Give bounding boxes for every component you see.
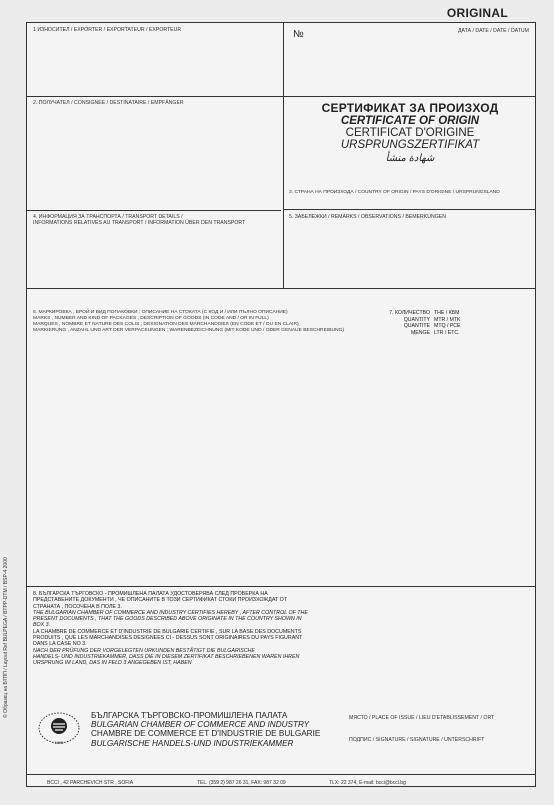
footer-tlx: TLX: 22 374, E-mail: bcci@bcci.bg — [329, 780, 406, 786]
chamber-name-bg: БЪЛГАРСКА ТЪРГОВСКО-ПРОМИШЛЕНА ПАЛАТА — [91, 711, 288, 720]
certificate-form — [26, 22, 536, 787]
chamber-name-en: BULGARIAN CHAMBER OF COMMERCE AND INDUSTRY — [91, 720, 310, 730]
side-print-note: © Образец на БТПП / Layout Ref BULPEGA / BTPP-DTM / BSP-4 2000 — [3, 557, 9, 718]
declaration-line: СТРАНАТА , ПОСОЧЕНА В ПОЛЕ 3. — [33, 603, 122, 610]
signature-field[interactable] — [349, 745, 529, 771]
transport-label — [33, 214, 245, 226]
country-of-origin-label: 3. СТРАНА НА ПРОИЗХОДА / COUNTRY OF ORIGIN / PAYS D'ORIGINE / URSPRUNGSLAND — [289, 190, 500, 195]
declaration-line: URSPRUNG IM LAND, DAS IN FELD 3 ANGEGEBEN IST, HABEN — [33, 660, 192, 667]
chamber-name — [91, 711, 320, 748]
chamber-declaration — [33, 591, 333, 667]
declaration-line: NACH DER PRÜFUNG DER VORGELEGTEN URKUNDEN BESTÄTIGT DIE BULGARISCHE — [33, 647, 255, 654]
divider-box3 — [283, 209, 535, 210]
consignee-label: 2. ПОЛУЧАТЕЛ / CONSIGNEE / DESTINATAIRE / EMPFÄNGER — [33, 100, 184, 106]
original-mark: ORIGINAL — [446, 6, 508, 20]
declaration-line: ПРЕДСТАВЕНИТЕ ДОКУМЕНТИ , ЧЕ ОПИСАНИТЕ В ТОЗИ СЕРТИФИКАТ СТОКИ ПРОИЗХОЖДАТ ОТ — [33, 597, 288, 604]
title-en: CERTIFICATE OF ORIGIN — [340, 115, 480, 127]
declaration-line: DANS LA CASE NO 3. — [33, 641, 87, 648]
place-of-issue-field[interactable] — [349, 723, 529, 733]
quantity-row: 7. КОЛИЧЕСТВО ТНЕ / КБМ — [389, 310, 460, 316]
title-fr: CERTIFICAT D'ORIGINE — [345, 127, 475, 139]
declaration-line: PRESENT DOCUMENTS , THAT THE GOODS DESCRIBED ABOVE ORIGINATE IN THE COUNTRY SHOWN IN — [33, 616, 302, 623]
goods-label-line1: 6. МАРКИРОВКА , БРОЙ И ВИД ПОПАКОВКИ ; ОПИСАНИЕ НА СТОКАТА (С КОД И / ИЛИ ПЪЛНО ОПИСАНИЕ) — [33, 310, 288, 315]
declaration-line: THE BULGARIAN CHAMBER OF COMMERCE AND INDUSTRY CERTIFIES HEREBY , AFTER CONTROL OF THE — [33, 609, 308, 616]
goods-label-line3: MARQUES , NOMBRE ET NATURE DES COLIS ; DESIGNATION DES MARCHANDISES (EN CODE ET / OU EN CLAIR) — [33, 322, 299, 327]
remarks-label: 5. ЗАБЕЛЕЖКИ / REMARKS / OBSERVATIONS / BEMERKUNGEN — [289, 214, 446, 220]
place-of-issue-label: МЯСТО / PLACE OF ISSUE / LIEU D'ETABLISSEMENT / ORT — [349, 715, 495, 721]
footer-address: BCCI , 42 PARCHEVICH STR , SOFIA — [47, 780, 134, 786]
logo-year: 1895 — [54, 740, 64, 745]
declaration-line: BOX 3. — [33, 622, 51, 629]
divider-2 — [27, 210, 281, 211]
bcci-logo-icon — [35, 710, 83, 748]
certificate-number-symbol: № — [293, 29, 304, 40]
footer-tel: TEL. (359 2) 987 26 31, FAX: 987 32 09 — [197, 780, 286, 786]
divider-4 — [27, 586, 535, 587]
declaration-line: 8. БЪЛГАРСКА ТЪРГОВСКО - ПРОМИШЛЕНА ПАЛАТА УДОСТОВЕРЯВА СЛЕД ПРОВЕРКА НА — [33, 591, 268, 597]
transport-label-line2: INFORMATIONS RELATIVES AU TRANSPORT / INFORMATION ÜBER DEN TRANSPORT — [33, 220, 246, 227]
transport-field[interactable] — [29, 229, 279, 285]
declaration-line: HANDELS- UND INDUSTRIEKAMMER, DASS DIE IN DIESEM ZERTIFIKAT BESCHRIEBENEN WAREN IHREN — [33, 653, 300, 660]
signature-label: ПОДПИС / SIGNATURE / SIGNATURE / UNTERSCHRIFT — [349, 737, 485, 743]
exporter-label: 1 ИЗНОСИТЕЛ / EXPORTER / EXPORTATEUR / EXPORTEUR — [33, 27, 182, 33]
title-de: URSPRUNGSZERTIFIKAT — [340, 139, 480, 151]
goods-label-line2: MARKS , NUMBER AND KIND OF PACKAGES ; DESCRIPTION OF GOODS (IN CODE AND / OR IN FULL) — [33, 316, 269, 321]
declaration-line: PRODUITS , QUE LES MARCHANDISES DESIGNEES CI - DESSUS SONT ORIGINAIRES DU PAYS FIGURANT — [33, 635, 303, 642]
divider-vertical-top — [283, 23, 284, 288]
chamber-name-de: BULGARISCHE HANDELS-UND INDUSTRIEKAMMER — [91, 738, 294, 748]
transport-label-line1: 4. ИНФОРМАЦИЯ ЗА ТРАНСПОРТА / TRANSPORT DETAILS / — [33, 214, 183, 220]
consignee-field[interactable] — [29, 109, 279, 207]
title-bg: СЕРТИФИКАТ ЗА ПРОИЗХОД — [321, 101, 499, 115]
title-ar: شهادة منشأ — [385, 153, 435, 164]
quantity-row: QUANTITE MTQ / PCE — [403, 323, 461, 329]
goods-label-line4: MARKIERUNG , ANZAHL UND ART DER VERPACKUNGEN ; WARENBEZEICHNUNG (MIT KODE UND / ODER GENAUE BESCHREIBUNG) — [33, 328, 344, 333]
exporter-field[interactable] — [29, 37, 279, 93]
quantity-label — [372, 310, 461, 336]
goods-description-label — [33, 310, 344, 334]
quantity-row: MENGE LTR / ETC. — [410, 329, 460, 336]
divider-footer — [27, 774, 535, 775]
certificate-title — [285, 101, 535, 164]
date-label: ДАТА / DATE / DATE / DATUM — [458, 28, 529, 34]
country-of-origin-field[interactable] — [285, 198, 533, 208]
divider-3 — [27, 288, 535, 289]
remarks-field[interactable] — [285, 223, 533, 285]
quantity-row: QUANTITY MTR / MTK — [403, 316, 461, 323]
goods-field[interactable] — [29, 338, 533, 583]
divider-1 — [27, 96, 535, 97]
declaration-line: LA CHAMBRE DE COMMERCE ET D'INDUSTRIE DE BULGARIE CERTIFIE , SUR LA BASE DES DOCUMENTS — [33, 628, 302, 635]
certificate-number-field[interactable] — [307, 29, 407, 43]
chamber-name-fr: CHAMBRE DE COMMERCE ET D'INDUSTRIE DE BULGARIE — [91, 729, 321, 739]
